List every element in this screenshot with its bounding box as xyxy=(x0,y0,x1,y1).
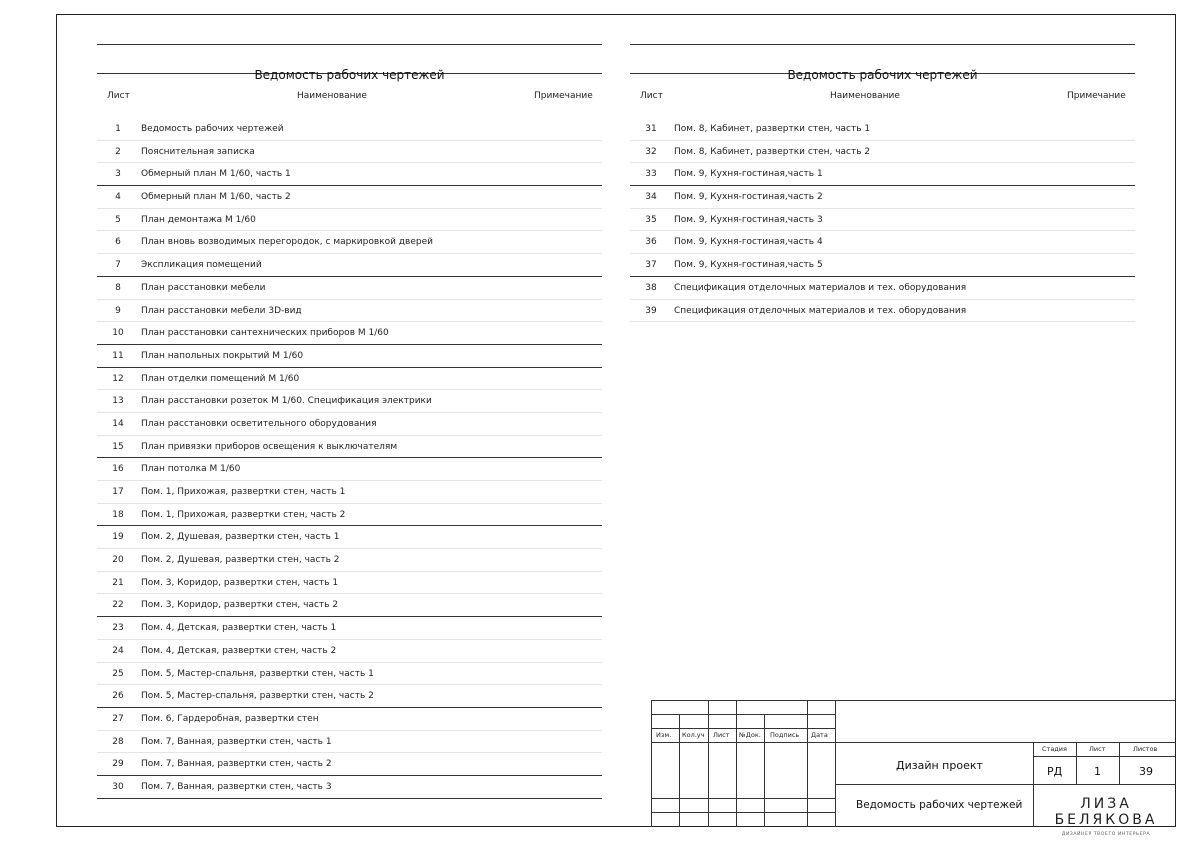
row-title: Пом. 1, Прихожая, развертки стен, часть 1 xyxy=(141,487,346,497)
table-row xyxy=(97,776,602,799)
row-sheet-number: 16 xyxy=(112,464,124,475)
table-row xyxy=(97,118,602,141)
row-title: Пояснительная записка xyxy=(141,146,255,157)
row-title: Обмерный план М 1/60, часть 2 xyxy=(141,192,291,203)
row-sheet-number: 15 xyxy=(112,441,124,452)
row-sheet-number: 28 xyxy=(112,736,124,747)
row-title: План привязки приборов освещения к выключателям xyxy=(141,441,398,452)
row-title: Пом. 5, Мастер-спальня, развертки стен, часть 2 xyxy=(141,691,374,702)
designer-logo xyxy=(1036,796,1176,837)
row-sheet-number: 23 xyxy=(112,623,124,634)
table-row xyxy=(97,731,602,754)
row-sheet-number: 24 xyxy=(112,645,124,656)
row-title: Пом. 7, Ванная, развертки стен, часть 3 xyxy=(141,781,332,792)
row-title: План потолка М 1/60 xyxy=(141,464,241,475)
project-name: Дизайн проект xyxy=(896,759,983,772)
table-row xyxy=(97,141,602,164)
row-title: Пом. 1, Прихожая, развертки стен, часть 2 xyxy=(141,509,346,520)
row-sheet-number: 29 xyxy=(112,759,124,770)
table-row xyxy=(97,504,602,527)
tb-col-doc: №Док. xyxy=(739,731,761,739)
row-title: Пом. 2, Душевая, развертки стен, часть 2 xyxy=(141,555,340,566)
table-row xyxy=(97,640,602,663)
title-block xyxy=(651,700,1176,837)
row-title: Пом. 9, Кухня-гостиная,часть 2 xyxy=(674,192,823,203)
row-title: Пом. 5, Мастер-спальня, развертки стен, часть 1 xyxy=(141,668,374,679)
left-sheet-title: Ведомость рабочих чертежей xyxy=(97,44,602,74)
table-row xyxy=(97,549,602,572)
row-title: Пом. 6, Гардеробная, развертки стен xyxy=(141,713,319,724)
tb-col-signature: Подпись xyxy=(770,731,800,739)
right-rows xyxy=(630,118,1135,322)
row-sheet-number: 33 xyxy=(645,169,657,180)
row-sheet-number: 18 xyxy=(112,509,124,520)
column-name: Наименование xyxy=(830,91,900,101)
table-row xyxy=(97,163,602,186)
row-sheet-number: 4 xyxy=(115,192,121,203)
row-title: План напольных покрытий М 1/60 xyxy=(141,350,304,361)
sheet-label: Лист xyxy=(1089,745,1106,753)
row-sheet-number: 26 xyxy=(112,691,124,702)
row-title: Спецификация отделочных материалов и тех. оборудования xyxy=(674,282,967,293)
sheets-value: 39 xyxy=(1139,765,1153,778)
row-sheet-number: 38 xyxy=(645,282,657,293)
row-title: План расстановки сантехнических приборов М 1/60 xyxy=(141,328,389,339)
row-title: Пом. 9, Кухня-гостиная,часть 1 xyxy=(674,169,823,180)
row-sheet-number: 31 xyxy=(645,124,657,134)
row-title: План расстановки осветительного оборудования xyxy=(141,418,377,429)
right-sheet-header xyxy=(630,74,1135,118)
row-sheet-number: 37 xyxy=(645,260,657,271)
stage-label: Стадия xyxy=(1042,745,1067,753)
table-row xyxy=(630,141,1135,164)
row-title: Пом. 9, Кухня-гостиная,часть 3 xyxy=(674,214,823,225)
row-sheet-number: 30 xyxy=(112,781,124,792)
row-sheet-number: 12 xyxy=(112,373,124,384)
row-sheet-number: 2 xyxy=(115,146,121,157)
table-row xyxy=(97,231,602,254)
right-sheet-title: Ведомость рабочих чертежей xyxy=(630,44,1135,74)
table-row xyxy=(97,186,602,209)
row-sheet-number: 32 xyxy=(645,146,657,157)
table-row xyxy=(97,617,602,640)
row-title: План расстановки розеток М 1/60. Спецификация электрики xyxy=(141,396,432,407)
row-title: Спецификация отделочных материалов и тех. оборудования xyxy=(674,305,967,316)
row-sheet-number: 13 xyxy=(112,396,124,407)
row-sheet-number: 21 xyxy=(112,577,124,588)
table-row xyxy=(97,572,602,595)
table-row xyxy=(97,390,602,413)
column-sheet: Лист xyxy=(640,91,663,101)
table-row xyxy=(97,753,602,776)
row-title: Пом. 4, Детская, развертки стен, часть 2 xyxy=(141,645,337,656)
table-row xyxy=(97,277,602,300)
table-row xyxy=(97,300,602,323)
row-sheet-number: 39 xyxy=(645,305,657,316)
right-sheet-table xyxy=(630,44,1135,324)
row-title: Пом. 8, Кабинет, развертки стен, часть 1 xyxy=(674,124,871,134)
row-title: Пом. 9, Кухня-гостиная,часть 4 xyxy=(674,237,823,248)
sheet-value: 1 xyxy=(1094,765,1101,778)
tb-col-count: Кол.уч xyxy=(682,731,705,739)
row-sheet-number: 6 xyxy=(115,237,121,248)
row-title: Пом. 8, Кабинет, развертки стен, часть 2 xyxy=(674,146,871,157)
logo-sub: ДИЗАЙНЕР ТВОЕГО ИНТЕРЬЕРА xyxy=(1061,832,1151,837)
left-sheet-table xyxy=(97,44,602,800)
row-sheet-number: 25 xyxy=(112,668,124,679)
row-sheet-number: 14 xyxy=(112,418,124,429)
row-title: Пом. 4, Детская, развертки стен, часть 1 xyxy=(141,623,337,634)
row-title: План демонтажа М 1/60 xyxy=(141,214,256,225)
row-sheet-number: 36 xyxy=(645,237,657,248)
table-row xyxy=(630,300,1135,323)
table-row xyxy=(630,209,1135,232)
column-sheet: Лист xyxy=(107,91,130,101)
column-note: Примечание xyxy=(1067,91,1126,101)
row-sheet-number: 22 xyxy=(112,600,124,611)
row-title: План отделки помещений М 1/60 xyxy=(141,373,300,384)
row-title: Пом. 2, Душевая, развертки стен, часть 1 xyxy=(141,532,340,543)
row-title: Ведомость рабочих чертежей xyxy=(141,124,284,134)
table-row xyxy=(630,231,1135,254)
table-row xyxy=(97,254,602,277)
row-title: Пом. 7, Ванная, развертки стен, часть 1 xyxy=(141,736,332,747)
table-row xyxy=(97,413,602,436)
row-title: Пом. 7, Ванная, развертки стен, часть 2 xyxy=(141,759,332,770)
row-title: План расстановки мебели xyxy=(141,282,266,293)
tb-col-change: Изм. xyxy=(656,731,672,739)
row-sheet-number: 34 xyxy=(645,192,657,203)
table-row xyxy=(97,526,602,549)
row-sheet-number: 5 xyxy=(115,214,121,225)
row-sheet-number: 11 xyxy=(112,350,124,361)
stage-value: РД xyxy=(1047,765,1063,778)
row-title: Обмерный план М 1/60, часть 1 xyxy=(141,169,291,180)
row-title: Пом. 3, Коридор, развертки стен, часть 1 xyxy=(141,577,339,588)
row-sheet-number: 9 xyxy=(115,305,121,316)
column-name: Наименование xyxy=(297,91,367,101)
table-row xyxy=(97,322,602,345)
row-sheet-number: 1 xyxy=(115,124,121,134)
row-title: План вновь возводимых перегородок, с маркировкой дверей xyxy=(141,237,433,248)
row-sheet-number: 19 xyxy=(112,532,124,543)
table-row xyxy=(630,163,1135,186)
row-sheet-number: 3 xyxy=(115,169,121,180)
row-title: Пом. 9, Кухня-гостиная,часть 5 xyxy=(674,260,823,271)
tb-col-date: Дата xyxy=(811,731,828,739)
row-sheet-number: 8 xyxy=(115,282,121,293)
table-row xyxy=(630,277,1135,300)
table-row xyxy=(630,186,1135,209)
table-row xyxy=(630,254,1135,277)
table-row xyxy=(97,345,602,368)
row-sheet-number: 20 xyxy=(112,555,124,566)
row-sheet-number: 17 xyxy=(112,487,124,497)
row-title: Экспликация помещений xyxy=(141,260,262,271)
tb-col-sheet: Лист xyxy=(713,731,730,739)
table-row xyxy=(97,436,602,459)
table-row xyxy=(97,368,602,391)
sheets-label: Листов xyxy=(1133,745,1158,753)
table-row xyxy=(97,708,602,731)
row-title: Пом. 3, Коридор, развертки стен, часть 2 xyxy=(141,600,339,611)
document-title: Ведомость рабочих чертежей xyxy=(856,799,1023,811)
table-row xyxy=(97,458,602,481)
table-row xyxy=(97,594,602,617)
column-note: Примечание xyxy=(534,91,593,101)
row-sheet-number: 10 xyxy=(112,328,124,339)
row-title: План расстановки мебели 3D-вид xyxy=(141,305,302,316)
row-sheet-number: 7 xyxy=(115,260,121,271)
row-sheet-number: 35 xyxy=(645,214,657,225)
left-sheet-header xyxy=(97,74,602,118)
table-row xyxy=(97,481,602,504)
logo-main: ЛИЗА БЕЛЯКОВА xyxy=(1054,796,1158,828)
table-row xyxy=(97,209,602,232)
row-sheet-number: 27 xyxy=(112,713,124,724)
table-row xyxy=(630,118,1135,141)
left-rows xyxy=(97,118,602,799)
table-row xyxy=(97,685,602,708)
table-row xyxy=(97,663,602,686)
